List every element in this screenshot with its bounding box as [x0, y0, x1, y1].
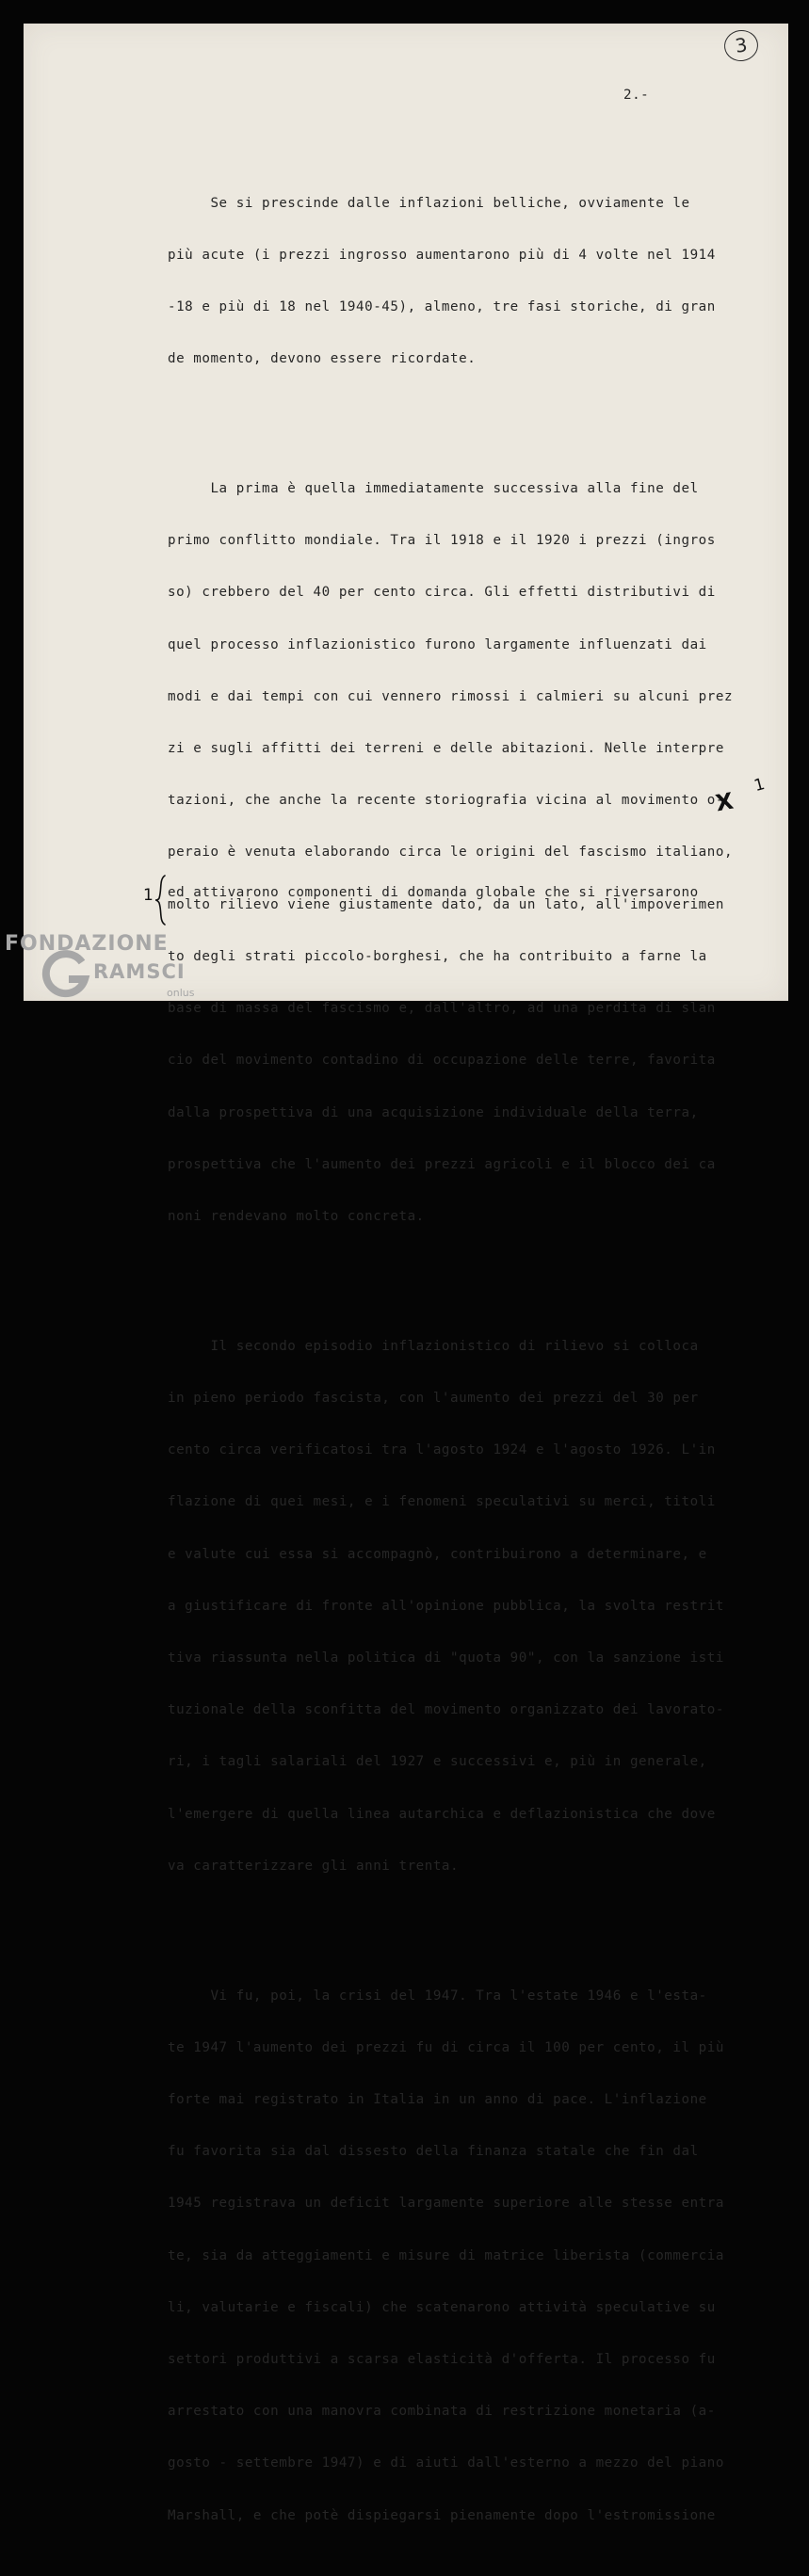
text-line: so) crebbero del 40 per cento circa. Gli effetti distributivi di [168, 585, 716, 601]
handwritten-brace-icon [154, 874, 170, 926]
text-line: noni rendevano molto concreta. [168, 1208, 425, 1224]
text-line: -18 e più di 18 nel 1940-45), almeno, tre fasi storiche, di gran [168, 299, 716, 315]
paragraph-1 [168, 160, 733, 403]
text-line: to degli strati piccolo-borghesi, che ha contribuito a farne la [168, 948, 707, 964]
text-line: gosto - settembre 1947) e di aiuti dall'esterno a mezzo del piano [168, 2455, 724, 2471]
text-line: fu favorita sia dal dissesto della finanza statale che fin dal [168, 2144, 699, 2160]
text-line: 1945 registrava un deficit largamente superiore alle stesse entra [168, 2196, 724, 2212]
text-line: settori produttivi a scarsa elasticità d'offerta. Il processo fu [168, 2352, 716, 2368]
text-line: tuzionale della sconfitta del movimento organizzato dei lavorato- [168, 1702, 724, 1718]
text-line: forte mai registrato in Italia in un anno di pace. L'inflazione [168, 2092, 707, 2107]
text-line: Marshall, e che potè dispiegarsi pienamente dopo l'estromissione [168, 2507, 716, 2523]
text-line: più acute (i prezzi ingrosso aumentarono più di 4 volte nel 1914 [168, 247, 716, 263]
archive-page-number: 3 [722, 28, 760, 64]
fondazione-gramsci-watermark [5, 932, 221, 1012]
paragraph-4 [168, 1953, 733, 2559]
text-line: flazione di quei mesi, e i fenomeni speculativi su merci, titoli [168, 1494, 716, 1510]
text-line: zi e sugli affitti dei terreni e delle abitazioni. Nelle interpre [168, 741, 724, 757]
footnote-text: ed attivarono componenti di domanda globale che si riversarono [168, 885, 699, 900]
handwritten-note-ref-left: 1 [143, 886, 154, 905]
text-line: primo conflitto mondiale. Tra il 1918 e il 1920 i prezzi (ingros [168, 533, 716, 549]
text-line: Vi fu, poi, la crisi del 1947. Tra l'estate 1946 e l'esta- [168, 1988, 707, 2004]
handwritten-note-ref-right: 1 [752, 774, 768, 797]
text-line: La prima è quella immediatamente successiva alla fine del [168, 481, 699, 497]
text-line: quel processo inflazionistico furono largamente influenzati dai [168, 636, 707, 652]
text-line: cio del movimento contadino di occupazione delle terre, favorita [168, 1053, 716, 1069]
text-line: a giustificare di fronte all'opinione pubblica, la svolta restrit [168, 1598, 724, 1614]
paragraph-3 [168, 1303, 733, 1909]
text-line: ri, i tagli salariali del 1927 e successivi e, più in generale, [168, 1754, 707, 1770]
watermark-line1: FONDAZIONE [5, 932, 169, 956]
text-line: tazioni, che anche la recente storiografia vicina al movimento o- [168, 793, 724, 809]
text-line: tiva riassunta nella politica di "quota 90", con la sanzione isti [168, 1650, 724, 1666]
text-line: de momento, devono essere ricordate. [168, 351, 477, 367]
text-line: cento circa verificatosi tra l'agosto 1924 e l'agosto 1926. L'in [168, 1442, 716, 1458]
text-line: li, valutarie e fiscali) che scatenarono attività speculative su [168, 2299, 716, 2315]
text-line: Il secondo episodio inflazionistico di rilievo si colloca [168, 1338, 699, 1354]
watermark-line2: RAMSCI [93, 960, 186, 983]
watermark-g-logo-icon [40, 949, 91, 1000]
text-line: prospettiva che l'aumento dei prezzi agricoli e il blocco dei ca [168, 1156, 716, 1172]
text-line: modi e dai tempi con cui vennero rimossi i calmieri su alcuni prez [168, 688, 734, 704]
handwritten-insertion-mark: X [713, 787, 736, 817]
page-marker: 2.- [623, 88, 650, 103]
text-line: molto rilievo viene giustamente dato, da un lato, all'impoverimen [168, 896, 724, 912]
text-line: Se si prescinde dalle inflazioni belliche, ovviamente le [168, 195, 690, 211]
paragraph-2 [168, 445, 733, 1260]
text-line: va caratterizzare gli anni trenta. [168, 1858, 460, 1874]
watermark-line3: onlus [167, 987, 195, 999]
text-line: dalla prospettiva di una acquisizione individuale della terra, [168, 1104, 699, 1120]
text-line: arrestato con una manovra combinata di restrizione monetaria (a- [168, 2404, 716, 2420]
text-line: te 1947 l'aumento dei prezzi fu di circa il 100 per cento, il più [168, 2039, 724, 2055]
text-line: peraio è venuta elaborando circa le origini del fascismo italiano, [168, 845, 734, 861]
text-line: in pieno periodo fascista, con l'aumento dei prezzi del 30 per [168, 1390, 699, 1406]
document-body [168, 125, 733, 2576]
text-line: te, sia da atteggiamenti e misure di matrice liberista (commercia [168, 2247, 724, 2263]
text-line: l'emergere di quella linea autarchica e deflazionistica che dove [168, 1806, 716, 1822]
text-line: base di massa del fascismo e, dall'altro, ad una perdita di slan [168, 1001, 716, 1017]
text-line: e valute cui essa si accompagnò, contribuirono a determinare, e [168, 1546, 707, 1562]
